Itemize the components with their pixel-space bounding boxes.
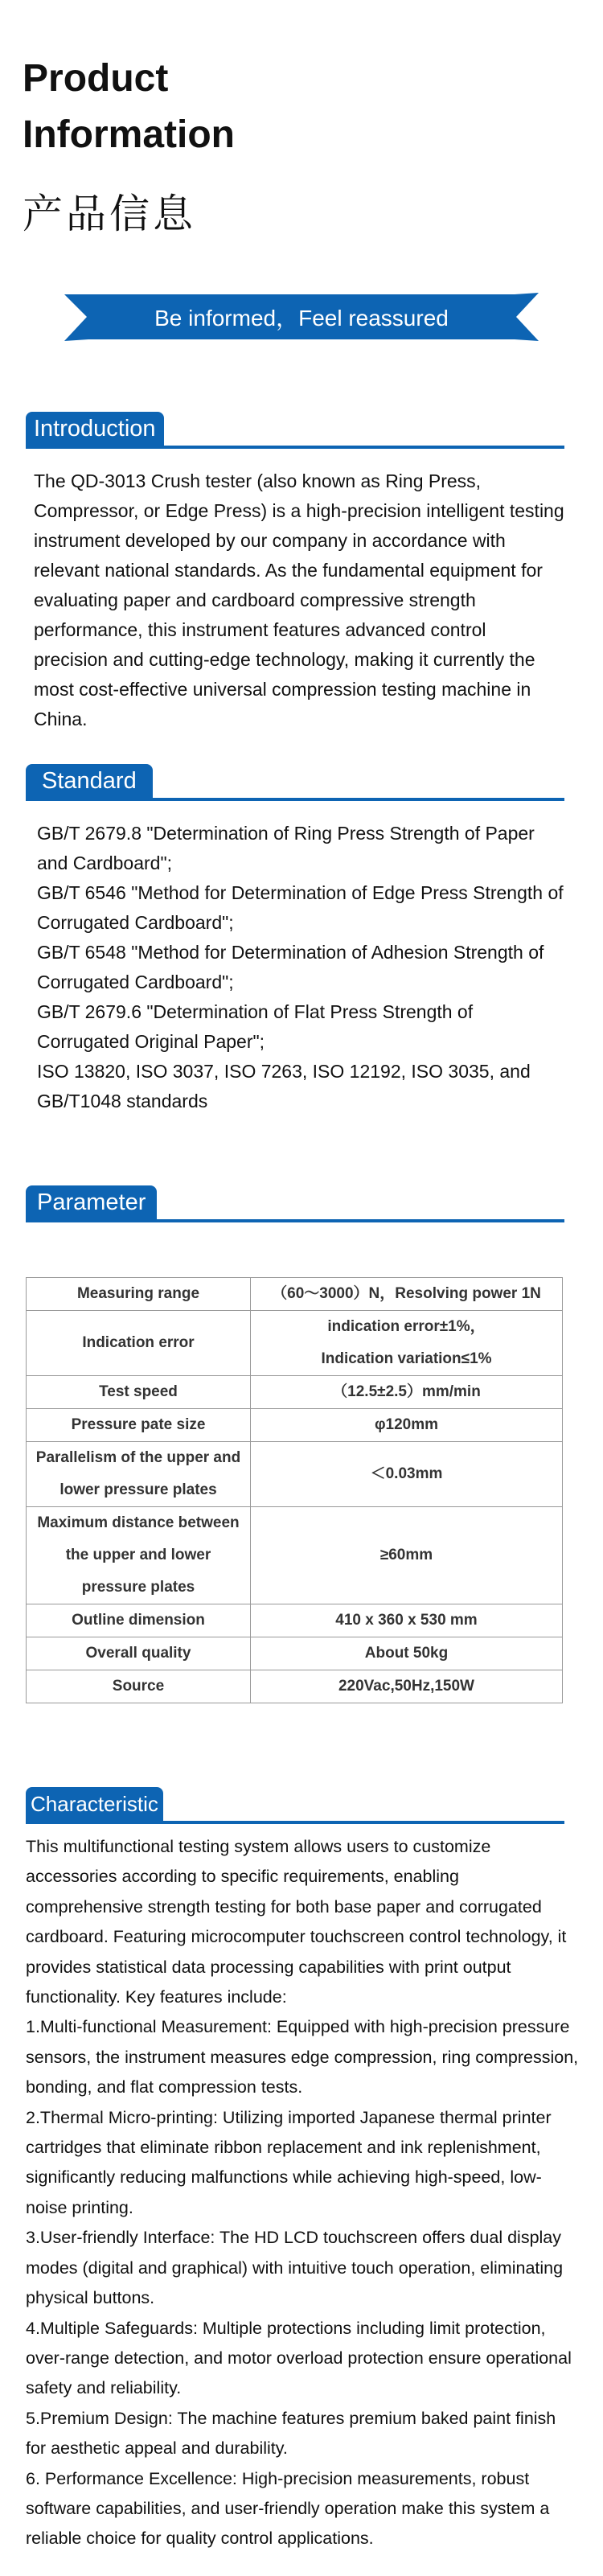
characteristic-intro: This multifunctional testing system allows users to customize accessories according to specific requirements, enabling comprehensive strength testing for both base paper and corrugated cardboard. Featuring microcomputer touchscreen control technology, it provides statistical data processing capabilities with print output functionality. Key features include: [26,1837,567,2007]
param-value-line: indication error±1%， [327,1318,486,1335]
param-key: Indication error [27,1311,251,1376]
section-label-standard: Standard [26,764,153,798]
table-row [27,1670,563,1703]
section-divider [26,1219,564,1222]
slogan-ribbon [64,291,539,343]
section-label-introduction: Introduction [26,412,164,446]
table-row [27,1278,563,1311]
param-key-line: lower pressure plates [59,1481,217,1498]
param-value: （60～3000）N，Resolving power 1N [251,1278,563,1311]
param-key-line: Maximum distance between [37,1514,240,1531]
standard-item: GB/T 2679.6 "Determination of Flat Press Strength of Corrugated Original Paper"; [37,1001,474,1052]
param-value: 220Vac,50Hz,150W [251,1670,563,1703]
param-key [27,1507,251,1604]
table-row [27,1376,563,1409]
feature-item: 4.Multiple Safeguards: Multiple protections including limit protection, over-range detection, and motor overload protection ensure operational safety and reliability. [26,2318,572,2398]
param-value: About 50kg [251,1637,563,1670]
table-row [27,1637,563,1670]
feature-item: 6. Performance Excellence: High-precision measurements, robust software capabilities, and user-friendly operation make this system a reliable choice for quality control applications. [26,2468,550,2549]
section-header-characteristic [26,1787,564,1824]
param-key-line: the upper and lower [65,1547,211,1563]
table-row [27,1409,563,1442]
standard-item: GB/T 2679.8 "Determination of Ring Press Strength of Paper and Cardboard"; [37,823,535,873]
section-divider [26,798,564,801]
param-key: Test speed [27,1376,251,1409]
param-value: 410 x 360 x 530 mm [251,1604,563,1637]
param-key-line: Parallelism of the upper and [35,1449,241,1466]
standard-item: GB/T 6546 "Method for Determination of Edge Press Strength of Corrugated Cardboard"; [37,882,564,933]
page-title-line1: Product [23,57,169,100]
param-key: Overall quality [27,1637,251,1670]
section-divider [26,1821,564,1824]
introduction-paragraph [34,466,564,734]
param-key: Source [27,1670,251,1703]
param-key [27,1442,251,1507]
table-row [27,1442,563,1507]
section-header-introduction [26,412,564,449]
slogan-text: Be informed，Feel reassured [154,306,449,331]
param-key: Measuring range [27,1278,251,1311]
section-header-parameter [26,1185,564,1222]
section-label-parameter: Parameter [26,1185,157,1219]
table-row [27,1507,563,1604]
table-row [27,1311,563,1376]
table-row [27,1604,563,1637]
section-divider [26,446,564,449]
standard-list [37,819,564,1116]
standard-item: GB/T 6548 "Method for Determination of Adhesion Strength of Corrugated Cardboard"; [37,942,544,992]
page-title-line2: Information [23,113,235,156]
param-value [251,1311,563,1376]
standard-item: ISO 13820, ISO 3037, ISO 7263, ISO 12192, ISO 3035, and GB/T1048 standards [37,1061,531,1111]
param-key: Outline dimension [27,1604,251,1637]
param-value: （12.5±2.5）mm/min [251,1376,563,1409]
section-header-standard [26,764,564,801]
feature-item: 1.Multi-functional Measurement: Equipped with high-precision pressure sensors, the instrument measures edge compression, ring compression, bonding, and flat compression tests. [26,2017,579,2097]
parameter-table [26,1277,563,1703]
introduction-text: The QD-3013 Crush tester (also known as Ring Press, Compressor, or Edge Press) is a high-precision intelligent testing instrument developed by our company in accordance with relevant national standards. As the fundamental equipment for evaluating paper and cardboard compressive strength performance, this instrument features advanced control precision and cutting-edge technology, making it currently the most cost-effective universal compression testing machine in China. [34,470,564,729]
param-value: ＜0.03mm [251,1442,563,1507]
param-value: ≥60mm [251,1507,563,1604]
param-key: Pressure pate size [27,1409,251,1442]
param-key-line: pressure plates [81,1579,195,1596]
characteristic-content [26,1832,580,2554]
param-value: φ120mm [251,1409,563,1442]
page-title-chinese: 产品信息 [23,191,196,237]
feature-item: 2.Thermal Micro-printing: Utilizing imported Japanese thermal printer cartridges that eliminate ribbon replacement and ink replenishment, significantly reducing malfunctions while achieving high-speed, low-noise printing. [26,2107,552,2217]
param-value-line: Indication variation≤1% [321,1350,492,1367]
feature-item: 3.User-friendly Interface: The HD LCD touchscreen offers dual display modes (digital and graphical) with intuitive touch operation, eliminating physical buttons. [26,2228,564,2308]
feature-item: 5.Premium Design: The machine features premium baked paint finish for aesthetic appeal and durability. [26,2408,556,2459]
section-label-characteristic: Characteristic [26,1787,163,1821]
